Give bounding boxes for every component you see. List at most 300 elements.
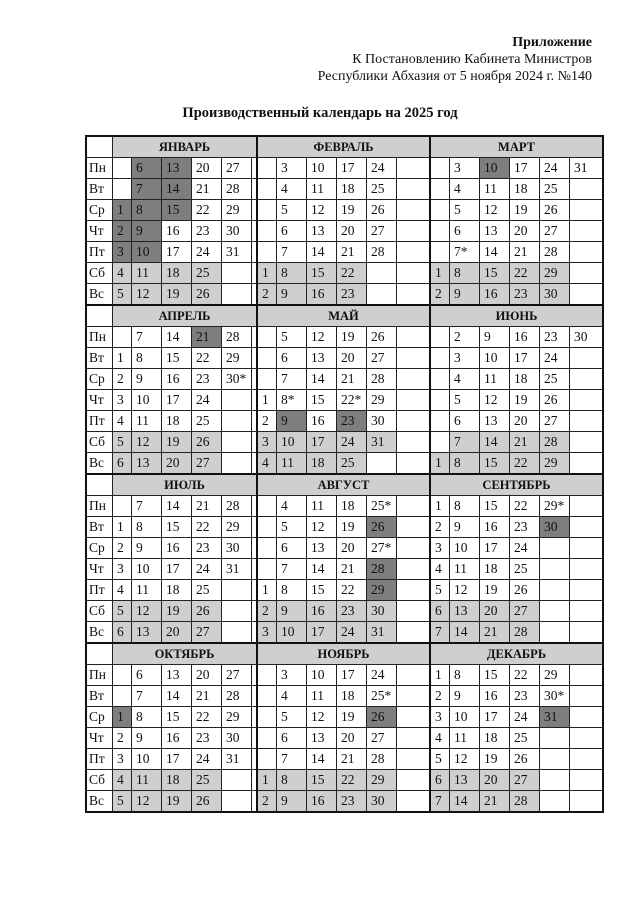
day-cell — [397, 686, 431, 707]
day-cell: 29 — [222, 200, 252, 221]
day-cell: 6 — [450, 411, 480, 432]
day-cell: 10 — [132, 559, 162, 580]
day-cell: 10 — [277, 432, 307, 453]
day-cell: 1 — [257, 580, 277, 601]
day-cell: 23 — [540, 327, 570, 348]
day-cell: 19 — [337, 707, 367, 728]
day-cell: 27 — [367, 348, 397, 369]
day-cell: 9 — [277, 601, 307, 622]
day-cell: 9 — [132, 221, 162, 242]
day-cell: 27 — [367, 728, 397, 749]
day-cell — [430, 432, 450, 453]
month-name: ИЮЛЬ — [113, 474, 258, 496]
day-cell: 13 — [162, 665, 192, 686]
day-cell: 12 — [450, 580, 480, 601]
month-name: ДЕКАБРЬ — [430, 643, 603, 665]
day-cell: 11 — [132, 770, 162, 791]
day-cell: 1 — [257, 263, 277, 284]
day-cell: 2 — [257, 284, 277, 306]
day-cell — [257, 158, 277, 179]
weekday-label: Пт — [86, 411, 113, 432]
day-cell: 8 — [450, 453, 480, 475]
day-cell — [397, 601, 431, 622]
day-cell: 15 — [480, 665, 510, 686]
day-cell: 22 — [337, 263, 367, 284]
day-cell: 14 — [162, 686, 192, 707]
day-cell: 23 — [192, 538, 222, 559]
day-cell: 10 — [480, 158, 510, 179]
day-cell: 13 — [307, 538, 337, 559]
weekday-label: Вс — [86, 791, 113, 813]
day-cell: 13 — [450, 601, 480, 622]
day-cell: 29 — [367, 390, 397, 411]
day-cell: 21 — [192, 686, 222, 707]
day-cell — [222, 770, 252, 791]
day-cell — [222, 411, 252, 432]
weekday-label: Сб — [86, 263, 113, 284]
day-cell: 20 — [337, 538, 367, 559]
day-cell — [540, 728, 570, 749]
month-name: НОЯБРЬ — [257, 643, 430, 665]
day-cell: 3 — [257, 432, 277, 453]
weekday-row — [86, 686, 603, 707]
day-cell: 15 — [480, 263, 510, 284]
day-cell — [430, 179, 450, 200]
day-cell: 27 — [540, 221, 570, 242]
day-cell: 20 — [162, 453, 192, 475]
weekday-label: Чт — [86, 728, 113, 749]
day-cell: 7 — [132, 179, 162, 200]
day-cell: 2 — [113, 221, 132, 242]
day-cell — [570, 707, 604, 728]
day-cell: 19 — [480, 749, 510, 770]
day-cell: 26 — [192, 601, 222, 622]
day-cell: 6 — [113, 622, 132, 644]
day-cell: 31 — [222, 749, 252, 770]
day-cell: 20 — [480, 601, 510, 622]
day-cell — [570, 221, 604, 242]
day-cell — [570, 242, 604, 263]
month-name: СЕНТЯБРЬ — [430, 474, 603, 496]
day-cell: 27 — [222, 158, 252, 179]
weekday-row — [86, 221, 603, 242]
weekday-label: Вт — [86, 348, 113, 369]
day-cell: 4 — [277, 686, 307, 707]
day-cell — [397, 242, 431, 263]
day-cell — [397, 517, 431, 538]
day-cell: 18 — [162, 263, 192, 284]
day-cell: 31 — [222, 242, 252, 263]
day-cell: 6 — [430, 770, 450, 791]
day-cell — [397, 200, 431, 221]
day-cell — [113, 327, 132, 348]
day-cell: 11 — [307, 496, 337, 517]
day-cell — [367, 284, 397, 306]
day-cell: 5 — [430, 580, 450, 601]
weekday-label: Вс — [86, 622, 113, 644]
day-cell: 23 — [510, 686, 540, 707]
day-cell — [397, 580, 431, 601]
day-cell: 26 — [540, 200, 570, 221]
day-cell: 28 — [222, 179, 252, 200]
day-cell: 17 — [162, 242, 192, 263]
day-cell: 14 — [162, 496, 192, 517]
day-cell: 1 — [113, 348, 132, 369]
day-cell: 12 — [132, 284, 162, 306]
day-cell: 5 — [277, 707, 307, 728]
day-cell: 16 — [480, 686, 510, 707]
weekday-row — [86, 728, 603, 749]
weekday-label: Сб — [86, 432, 113, 453]
day-cell: 18 — [480, 559, 510, 580]
weekday-row — [86, 263, 603, 284]
day-cell: 9 — [480, 327, 510, 348]
day-cell — [570, 559, 604, 580]
day-cell: 24 — [192, 390, 222, 411]
day-cell: 26 — [367, 327, 397, 348]
day-cell — [257, 242, 277, 263]
day-cell — [222, 453, 252, 475]
day-cell — [570, 580, 604, 601]
day-cell — [430, 369, 450, 390]
day-cell — [540, 749, 570, 770]
day-cell: 14 — [480, 242, 510, 263]
day-cell: 2 — [257, 791, 277, 813]
day-cell: 18 — [162, 770, 192, 791]
day-cell: 8 — [277, 263, 307, 284]
day-cell — [397, 707, 431, 728]
day-cell: 12 — [450, 749, 480, 770]
day-cell: 2 — [113, 728, 132, 749]
day-cell — [570, 496, 604, 517]
day-cell — [257, 559, 277, 580]
weekday-row — [86, 749, 603, 770]
day-cell — [257, 686, 277, 707]
day-cell: 20 — [192, 158, 222, 179]
day-cell: 11 — [450, 559, 480, 580]
day-cell: 17 — [510, 158, 540, 179]
day-cell: 25 — [192, 580, 222, 601]
day-cell — [570, 686, 604, 707]
day-cell: 12 — [480, 390, 510, 411]
day-cell: 26 — [367, 200, 397, 221]
day-cell: 9 — [277, 284, 307, 306]
day-cell: 23 — [337, 601, 367, 622]
day-cell — [397, 622, 431, 644]
day-cell — [222, 284, 252, 306]
day-cell: 29 — [367, 770, 397, 791]
day-cell: 28 — [222, 686, 252, 707]
day-cell: 15 — [162, 200, 192, 221]
day-cell — [222, 390, 252, 411]
day-cell: 28 — [367, 559, 397, 580]
day-cell: 23 — [192, 728, 222, 749]
weekday-label: Вс — [86, 284, 113, 306]
day-cell: 16 — [162, 728, 192, 749]
day-cell — [430, 221, 450, 242]
day-cell: 10 — [450, 538, 480, 559]
day-cell: 25 — [367, 179, 397, 200]
day-cell: 22 — [337, 770, 367, 791]
day-cell: 8* — [277, 390, 307, 411]
day-cell — [570, 749, 604, 770]
day-cell — [257, 728, 277, 749]
day-cell: 11 — [480, 179, 510, 200]
weekday-label: Чт — [86, 221, 113, 242]
day-cell: 4 — [430, 559, 450, 580]
decree-line: К Постановлению Кабинета Министров — [352, 52, 592, 67]
day-cell: 5 — [113, 284, 132, 306]
day-cell: 3 — [113, 559, 132, 580]
day-cell: 23 — [337, 791, 367, 813]
day-cell — [397, 453, 431, 475]
day-cell: 6 — [277, 221, 307, 242]
weekday-row — [86, 453, 603, 475]
weekday-label: Ср — [86, 369, 113, 390]
day-cell: 2 — [113, 538, 132, 559]
weekday-label: Чт — [86, 559, 113, 580]
day-cell: 16 — [307, 411, 337, 432]
day-cell: 12 — [132, 432, 162, 453]
day-cell: 10 — [307, 158, 337, 179]
day-cell: 14 — [162, 327, 192, 348]
day-cell: 30* — [222, 369, 252, 390]
quarter-header-row — [86, 474, 603, 496]
day-cell — [540, 791, 570, 813]
day-cell — [257, 749, 277, 770]
corner-cell — [86, 474, 113, 496]
weekday-row — [86, 158, 603, 179]
weekday-label: Вт — [86, 517, 113, 538]
day-cell: 18 — [510, 369, 540, 390]
day-cell: 8 — [132, 200, 162, 221]
corner-cell — [86, 136, 113, 158]
weekday-label: Пт — [86, 242, 113, 263]
day-cell — [367, 263, 397, 284]
day-cell: 22 — [510, 665, 540, 686]
day-cell: 10 — [132, 242, 162, 263]
day-cell: 15 — [480, 496, 510, 517]
day-cell: 13 — [162, 158, 192, 179]
day-cell: 23 — [510, 284, 540, 306]
day-cell: 1 — [113, 200, 132, 221]
day-cell: 26 — [510, 749, 540, 770]
day-cell — [257, 179, 277, 200]
day-cell: 10 — [450, 707, 480, 728]
day-cell: 29 — [540, 263, 570, 284]
day-cell: 18 — [162, 411, 192, 432]
day-cell: 1 — [430, 496, 450, 517]
day-cell: 23 — [192, 369, 222, 390]
weekday-row — [86, 179, 603, 200]
day-cell: 25 — [192, 263, 222, 284]
day-cell: 13 — [307, 728, 337, 749]
day-cell — [113, 665, 132, 686]
day-cell: 13 — [480, 221, 510, 242]
day-cell: 14 — [450, 622, 480, 644]
day-cell — [430, 200, 450, 221]
weekday-row — [86, 559, 603, 580]
day-cell: 15 — [162, 348, 192, 369]
day-cell: 15 — [307, 770, 337, 791]
day-cell: 4 — [113, 770, 132, 791]
day-cell: 20 — [162, 622, 192, 644]
day-cell: 30 — [367, 601, 397, 622]
day-cell — [222, 791, 252, 813]
day-cell: 27 — [192, 453, 222, 475]
day-cell: 24 — [540, 348, 570, 369]
day-cell: 28 — [367, 242, 397, 263]
day-cell: 20 — [510, 221, 540, 242]
day-cell: 5 — [113, 432, 132, 453]
weekday-row — [86, 517, 603, 538]
day-cell: 7 — [450, 432, 480, 453]
day-cell: 29 — [222, 707, 252, 728]
day-cell: 30 — [540, 517, 570, 538]
day-cell: 6 — [277, 728, 307, 749]
day-cell: 14 — [162, 179, 192, 200]
day-cell: 27 — [222, 665, 252, 686]
day-cell — [430, 158, 450, 179]
appendix-label: Приложение — [512, 35, 592, 50]
weekday-row — [86, 411, 603, 432]
day-cell — [222, 622, 252, 644]
day-cell: 8 — [132, 707, 162, 728]
day-cell: 19 — [162, 791, 192, 813]
month-name: МАРТ — [430, 136, 603, 158]
day-cell: 3 — [257, 622, 277, 644]
day-cell: 3 — [450, 348, 480, 369]
day-cell: 10 — [132, 749, 162, 770]
day-cell: 12 — [307, 327, 337, 348]
day-cell — [570, 200, 604, 221]
day-cell — [113, 158, 132, 179]
day-cell — [397, 390, 431, 411]
day-cell: 5 — [450, 390, 480, 411]
day-cell: 7 — [277, 749, 307, 770]
day-cell: 13 — [307, 221, 337, 242]
day-cell — [397, 496, 431, 517]
day-cell: 23 — [192, 221, 222, 242]
day-cell: 9 — [132, 538, 162, 559]
day-cell: 18 — [480, 728, 510, 749]
day-cell: 29 — [222, 348, 252, 369]
weekday-label: Ср — [86, 538, 113, 559]
day-cell: 10 — [480, 348, 510, 369]
day-cell: 27 — [510, 770, 540, 791]
day-cell: 16 — [162, 538, 192, 559]
day-cell: 8 — [450, 496, 480, 517]
day-cell: 6 — [450, 221, 480, 242]
page-title: Производственный календарь на 2025 год — [182, 105, 458, 121]
day-cell: 8 — [450, 263, 480, 284]
day-cell: 2 — [430, 284, 450, 306]
day-cell — [397, 369, 431, 390]
day-cell: 16 — [510, 327, 540, 348]
day-cell — [570, 517, 604, 538]
day-cell: 22 — [510, 496, 540, 517]
weekday-row — [86, 284, 603, 306]
day-cell — [570, 538, 604, 559]
day-cell: 19 — [510, 390, 540, 411]
quarter-header-row — [86, 643, 603, 665]
day-cell — [540, 622, 570, 644]
day-cell: 28 — [367, 749, 397, 770]
day-cell — [570, 390, 604, 411]
day-cell: 5 — [450, 200, 480, 221]
day-cell: 9 — [450, 284, 480, 306]
day-cell: 9 — [450, 686, 480, 707]
day-cell: 21 — [192, 179, 222, 200]
month-name: ИЮНЬ — [430, 305, 603, 327]
day-cell — [397, 665, 431, 686]
day-cell — [570, 728, 604, 749]
weekday-label: Пт — [86, 749, 113, 770]
day-cell: 21 — [510, 242, 540, 263]
day-cell: 26 — [192, 791, 222, 813]
day-cell — [570, 453, 604, 475]
weekday-row — [86, 622, 603, 644]
day-cell: 14 — [307, 242, 337, 263]
day-cell — [570, 369, 604, 390]
day-cell: 25 — [192, 411, 222, 432]
day-cell: 20 — [192, 665, 222, 686]
day-cell: 17 — [162, 559, 192, 580]
day-cell: 1 — [430, 263, 450, 284]
day-cell: 27 — [367, 221, 397, 242]
production-calendar-table — [85, 135, 604, 813]
day-cell: 26 — [367, 517, 397, 538]
day-cell: 27 — [510, 601, 540, 622]
weekday-label: Пн — [86, 327, 113, 348]
day-cell: 22 — [192, 348, 222, 369]
day-cell: 12 — [307, 707, 337, 728]
day-cell: 13 — [450, 770, 480, 791]
day-cell: 14 — [450, 791, 480, 813]
day-cell — [397, 327, 431, 348]
day-cell: 8 — [132, 348, 162, 369]
day-cell: 17 — [162, 390, 192, 411]
day-cell — [397, 791, 431, 813]
day-cell: 24 — [510, 707, 540, 728]
day-cell: 25 — [192, 770, 222, 791]
day-cell: 29* — [540, 496, 570, 517]
day-cell: 26 — [192, 284, 222, 306]
day-cell: 13 — [132, 453, 162, 475]
day-cell: 25 — [540, 179, 570, 200]
weekday-row — [86, 707, 603, 728]
day-cell: 1 — [430, 665, 450, 686]
day-cell: 29 — [222, 517, 252, 538]
day-cell: 15 — [162, 517, 192, 538]
day-cell: 24 — [192, 559, 222, 580]
day-cell — [570, 601, 604, 622]
day-cell: 31 — [222, 559, 252, 580]
day-cell: 2 — [430, 517, 450, 538]
day-cell: 2 — [430, 686, 450, 707]
day-cell: 21 — [337, 369, 367, 390]
day-cell: 6 — [113, 453, 132, 475]
document-header — [318, 34, 592, 85]
day-cell: 7 — [132, 496, 162, 517]
day-cell: 25* — [367, 496, 397, 517]
day-cell: 16 — [162, 221, 192, 242]
day-cell — [397, 284, 431, 306]
day-cell: 20 — [510, 411, 540, 432]
day-cell: 7 — [277, 242, 307, 263]
day-cell: 28 — [222, 496, 252, 517]
day-cell — [397, 728, 431, 749]
